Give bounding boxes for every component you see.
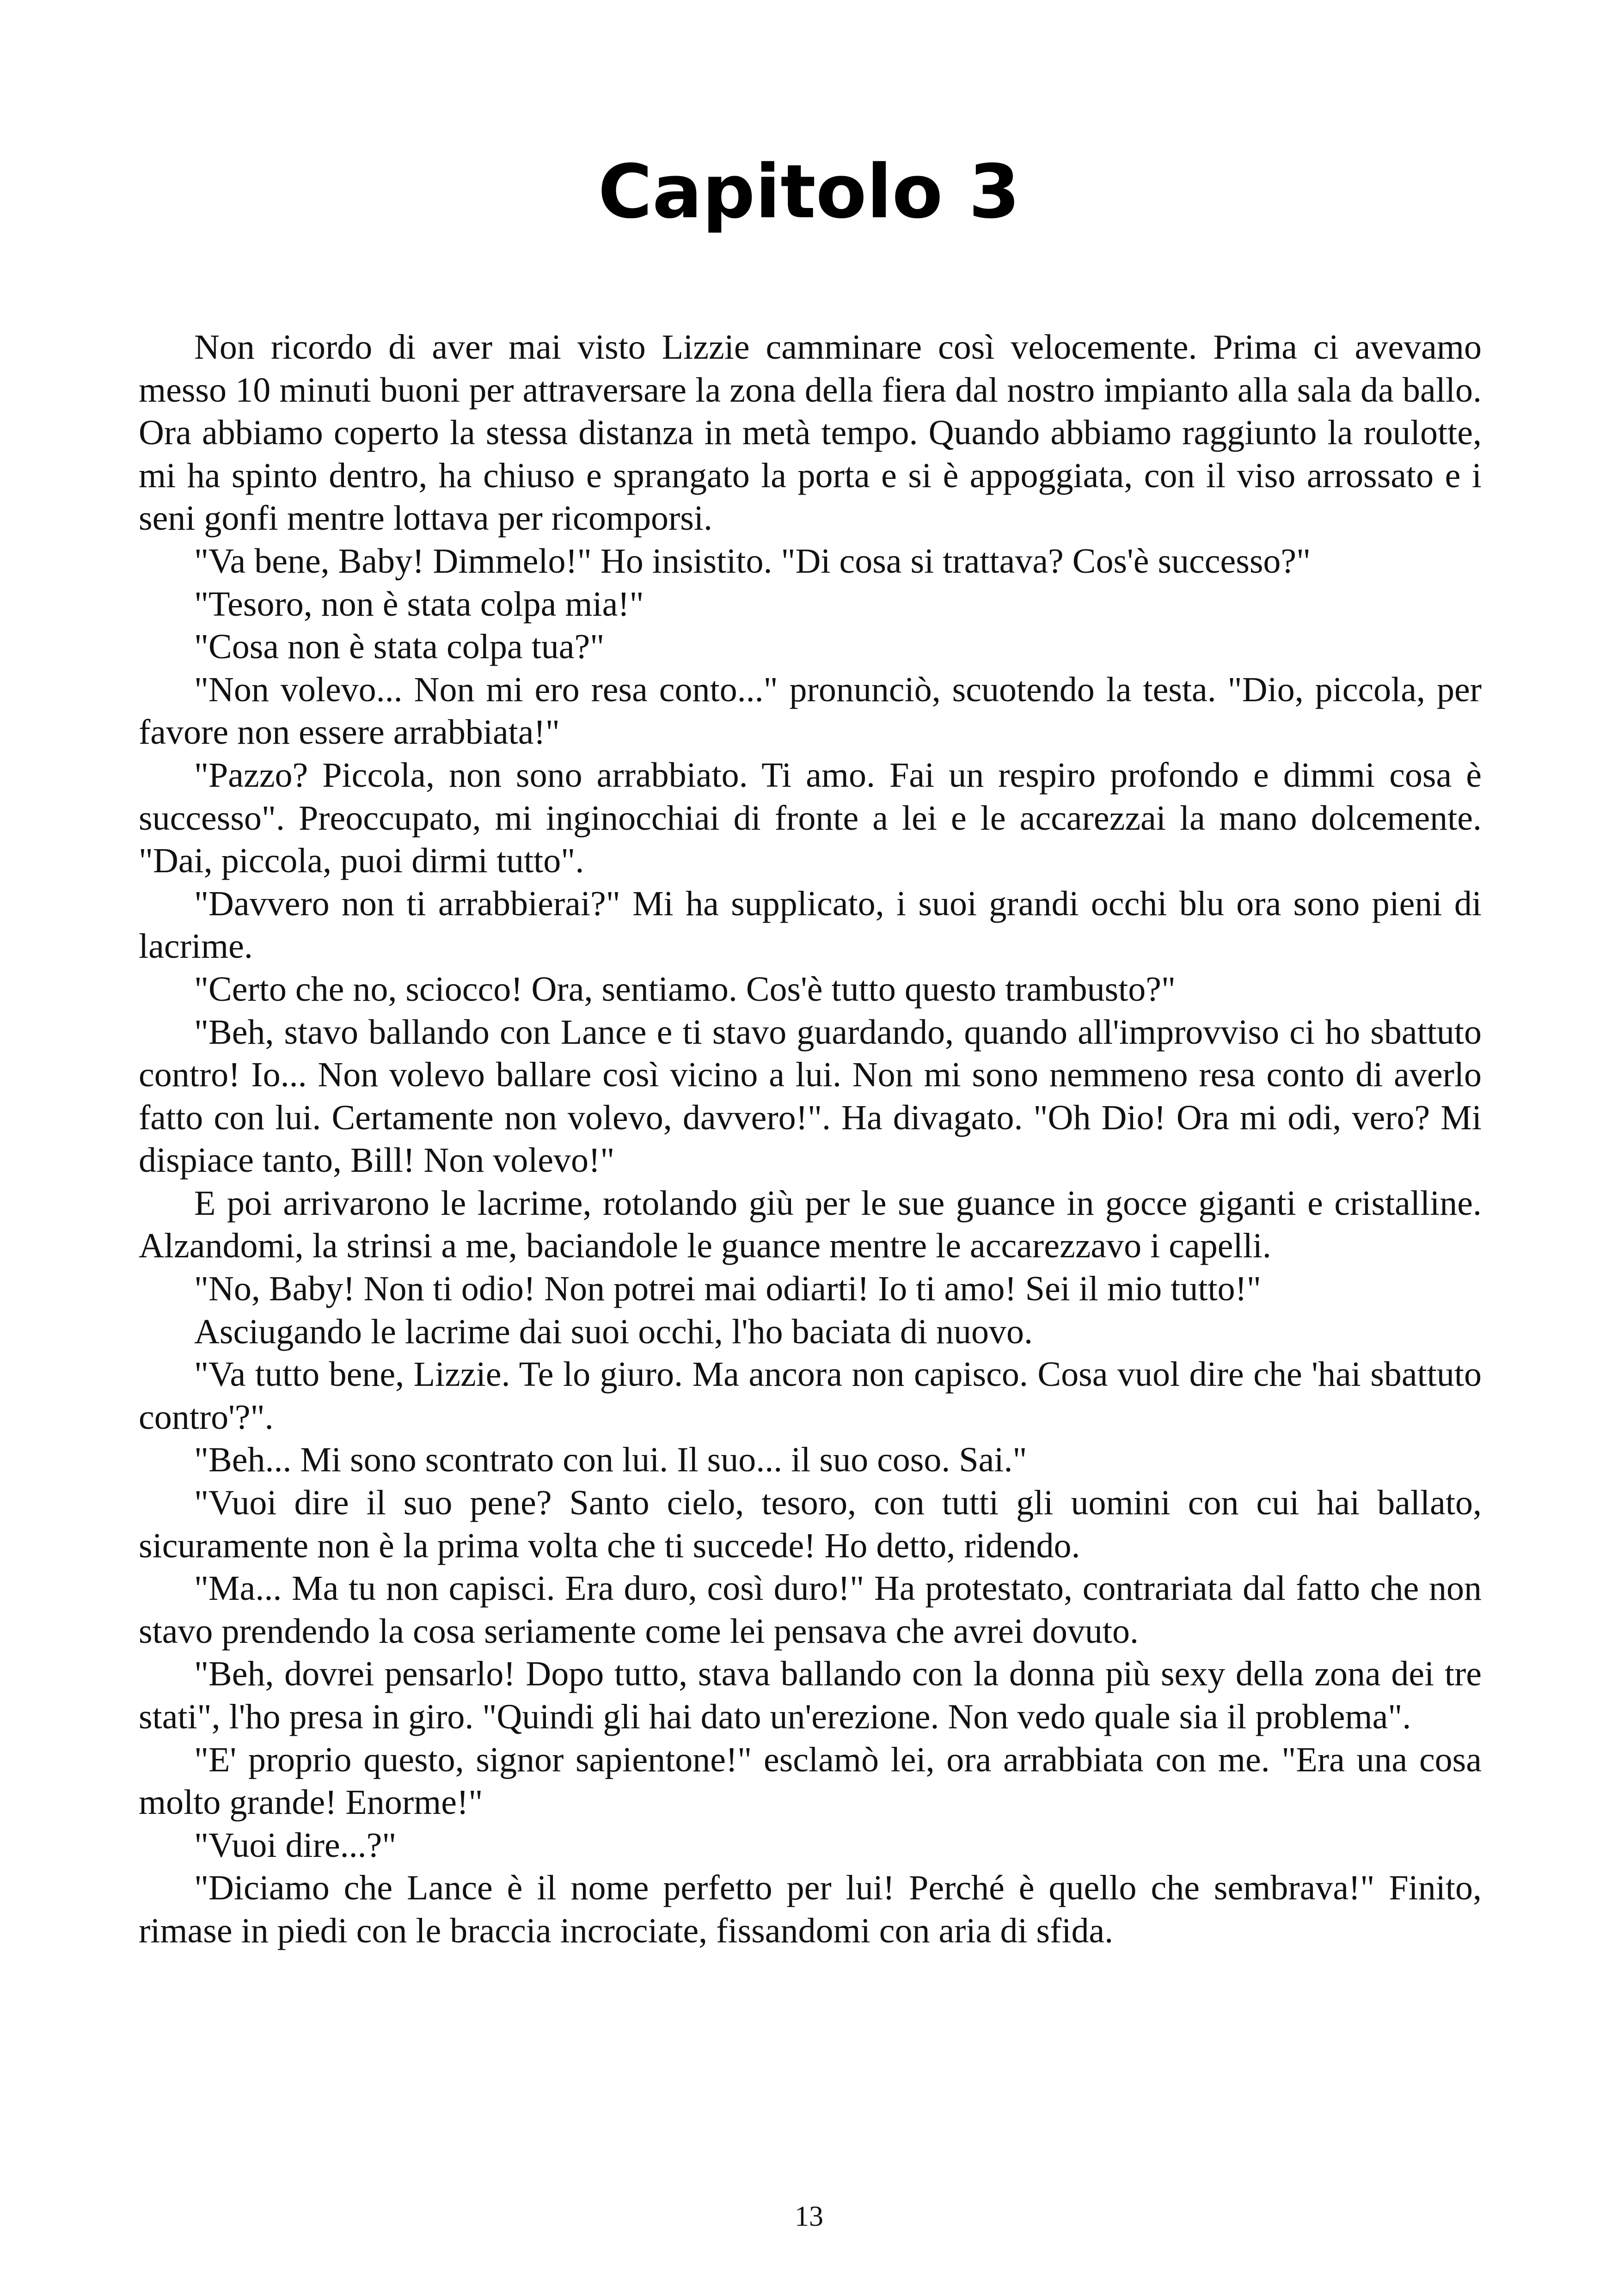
paragraph: "E' proprio questo, signor sapientone!" esclamò lei, ora arrabbiata con me. "Era una cosa molto grande! Enorme!" [139, 1740, 1482, 1822]
paragraph: "Vuoi dire il suo pene? Santo cielo, tesoro, con tutti gli uomini con cui hai ballato, sicuramente non è la prima volta che ti succede! Ho detto, ridendo. [139, 1483, 1482, 1565]
paragraph: "Non volevo... Non mi ero resa conto..." pronunciò, scuotendo la testa. "Dio, piccola, per favore non essere arrabbiata!" [139, 670, 1482, 752]
paragraph: "Certo che no, sciocco! Ora, sentiamo. Cos'è tutto questo trambusto?" [194, 969, 1176, 1009]
paragraph: "Beh, dovrei pensarlo! Dopo tutto, stava ballando con la donna più sexy della zona dei tre stati", l'ho presa in giro. "Quindi gli hai dato un'erezione. Non vedo quale sia il problema". [139, 1654, 1482, 1736]
paragraph: Asciugando le lacrime dai suoi occhi, l'ho baciata di nuovo. [194, 1312, 1033, 1351]
paragraph: "Beh, stavo ballando con Lance e ti stavo guardando, quando all'improvviso ci ho sbattuto contro! Io... Non volevo ballare così vicino a lui. Non mi sono nemmeno resa conto di averlo fatto con lui. Certamente non volevo, davvero!". Ha divagato. "Oh Dio! Ora mi odi, vero? Mi dispiace tanto, Bill! Non volevo!" [139, 1012, 1482, 1180]
paragraph: "Ma... Ma tu non capisci. Era duro, così duro!" Ha protestato, contrariata dal fatto che non stavo prendendo la cosa seriamente come lei pensava che avrei dovuto. [139, 1569, 1482, 1651]
paragraph: "No, Baby! Non ti odio! Non potrei mai odiarti! Io ti amo! Sei il mio tutto!" [194, 1269, 1261, 1309]
paragraph: "Va tutto bene, Lizzie. Te lo giuro. Ma ancora non capisco. Cosa vuol dire che 'hai sbattuto contro'?". [139, 1355, 1482, 1437]
paragraph: "Pazzo? Piccola, non sono arrabbiato. Ti amo. Fai un respiro profondo e dimmi cosa è successo". Preoccupato, mi inginocchiai di fronte a lei e le accarezzai la mano dolcemente. "Dai, piccola, puoi dirmi tutto". [139, 755, 1482, 881]
paragraph: E poi arrivarono le lacrime, rotolando giù per le sue guance in gocce giganti e cristalline. Alzandomi, la strinsi a me, baciandole le guance mentre le accarezzavo i capelli. [139, 1183, 1482, 1266]
paragraph: "Cosa non è stata colpa tua?" [194, 627, 605, 667]
paragraph: Non ricordo di aver mai visto Lizzie camminare così velocemente. Prima ci avevamo messo 10 minuti buoni per attraversare la zona della fiera dal nostro impianto alla sala da ballo. Ora abbiamo coperto la stessa distanza in metà tempo. Quando abbiamo raggiunto la roulotte, mi ha spinto dentro, ha chiuso e sprangato la porta e si è appoggiata, con il viso arrossato e i seni gonfi mentre lottava per ricomporsi. [139, 328, 1482, 538]
paragraph: "Tesoro, non è stata colpa mia!" [194, 584, 644, 624]
paragraph: "Beh... Mi sono scontrato con lui. Il suo... il suo coso. Sai." [194, 1440, 1027, 1480]
paragraph: "Va bene, Baby! Dimmelo!" Ho insistito. "Di cosa si trattava? Cos'è successo?" [194, 541, 1311, 581]
chapter-body [139, 326, 1482, 1953]
chapter-title: Capitolo 3 [598, 148, 1020, 235]
paragraph: "Davvero non ti arrabbierai?" Mi ha supplicato, i suoi grandi occhi blu ora sono pieni di lacrime. [139, 884, 1482, 966]
paragraph: "Diciamo che Lance è il nome perfetto per lui! Perché è quello che sembrava!" Finito, rimase in piedi con le braccia incrociate, fissandomi con aria di sfida. [139, 1868, 1482, 1950]
paragraph: "Vuoi dire...?" [194, 1825, 397, 1865]
page-number: 13 [795, 2201, 823, 2232]
